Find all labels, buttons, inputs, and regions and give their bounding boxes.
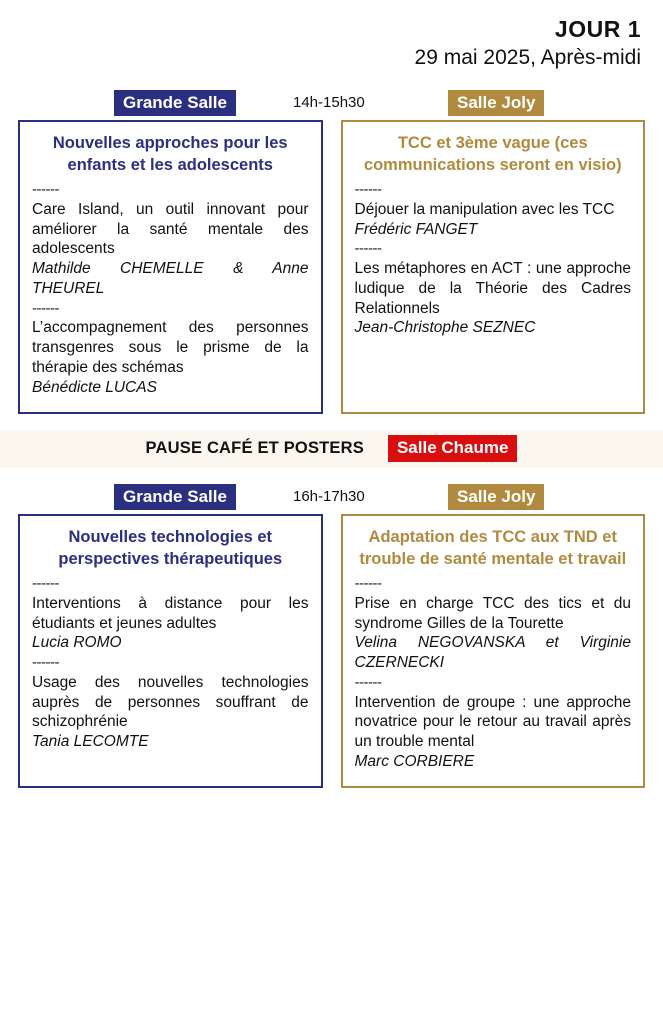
talk-title: Prise en charge TCC des tics et du syndrome Gilles de la Tourette: [354, 594, 631, 632]
room-badge-grande-salle-1: Grande Salle: [114, 90, 236, 117]
talk-title: Interventions à distance pour les étudiants et jeunes adultes: [32, 594, 309, 632]
separator: ------: [32, 654, 59, 672]
pause-label: PAUSE CAFÉ ET POSTERS: [145, 439, 364, 458]
talk-author: Marc CORBIERE: [354, 753, 475, 771]
talk-item: [355, 576, 632, 673]
session-2-left-panel: [18, 514, 323, 788]
talk-author: Velina NEGOVANSKA et Virginie CZERNECKI: [354, 634, 631, 672]
session-1-left-panel: [18, 120, 323, 414]
room-badge-salle-chaume: Salle Chaume: [388, 435, 518, 462]
talk-author: Lucia ROMO: [32, 634, 122, 652]
session-2-time: 16h-17h30: [293, 487, 365, 505]
talk-item: [32, 576, 309, 653]
session-block-2: [0, 484, 663, 788]
separator: ------: [354, 181, 382, 199]
separator: ------: [32, 181, 59, 199]
session-2-right-panel: [341, 514, 646, 788]
page-title: JOUR 1: [554, 16, 641, 42]
talk-title: L’accompagnement des personnes transgenres sous le prisme de la thérapie des schémas: [32, 319, 309, 377]
page-subtitle: 29 mai 2025, Après-midi: [414, 46, 641, 70]
talk-item: [32, 182, 309, 299]
session-1-left-title: Nouvelles approches pour les enfants et les adolescents: [52, 133, 288, 174]
talk-item: [32, 655, 309, 752]
session-1-time: 14h-15h30: [293, 93, 365, 111]
pause-bar: [0, 430, 663, 468]
talk-title: Les métaphores en ACT : une approche ludique de la Théorie des Cadres Relationnels: [354, 259, 631, 317]
talk-title: Intervention de groupe : une approche novatrice pour le retour au travail après un trouble mental: [354, 693, 631, 751]
room-badge-salle-joly-2: Salle Joly: [448, 484, 544, 511]
talk-author: Frédéric FANGET: [354, 220, 478, 238]
talk-author: Tania LECOMTE: [32, 733, 149, 751]
talk-title: Care Island, un outil innovant pour améliorer la santé mentale des adolescents: [32, 200, 309, 258]
separator: ------: [354, 575, 382, 593]
talk-item: [355, 182, 632, 239]
talk-item: [355, 675, 632, 772]
session-1-columns: [0, 120, 663, 414]
session-2-right-title: Adaptation des TCC aux TND et trouble de santé mentale et travail: [359, 527, 627, 568]
talk-author: Bénédicte LUCAS: [32, 378, 157, 396]
talk-item: [355, 241, 632, 338]
session-2-band: [0, 484, 663, 514]
separator: ------: [32, 575, 59, 593]
talk-author: Mathilde CHEMELLE & Anne THEUREL: [32, 260, 309, 298]
room-badge-salle-joly-1: Salle Joly: [448, 90, 544, 117]
session-block-1: [0, 90, 663, 414]
talk-title: Déjouer la manipulation avec les TCC: [354, 200, 615, 218]
separator: ------: [354, 240, 382, 258]
session-1-right-panel: [341, 120, 646, 414]
talk-item: [32, 301, 309, 398]
separator: ------: [354, 674, 382, 692]
session-1-right-title: TCC et 3ème vague (ces communications seront en visio): [363, 133, 622, 174]
room-badge-grande-salle-2: Grande Salle: [114, 484, 236, 511]
session-2-columns: [0, 514, 663, 788]
separator: ------: [32, 299, 59, 317]
talk-author: Jean-Christophe SEZNEC: [354, 319, 536, 337]
page-header: [0, 0, 663, 72]
session-1-band: [0, 90, 663, 120]
talk-title: Usage des nouvelles technologies auprès de personnes souffrant de schizophrénie: [32, 673, 309, 731]
session-2-left-title: Nouvelles technologies et perspectives thérapeutiques: [58, 527, 283, 568]
